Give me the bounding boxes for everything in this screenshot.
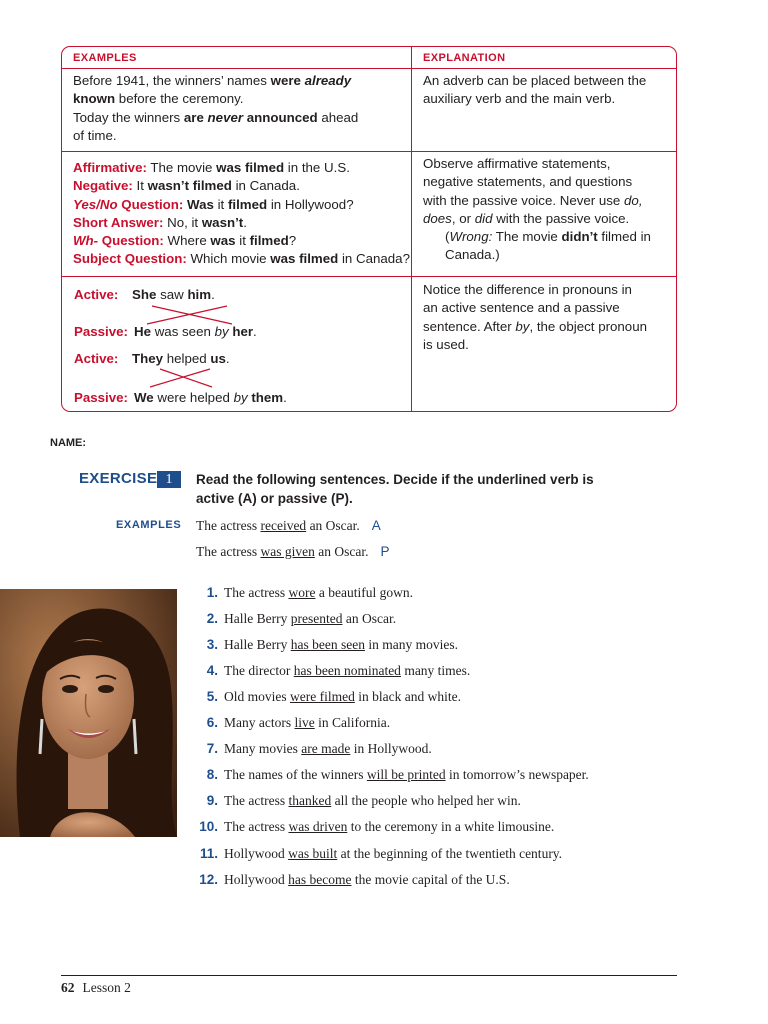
text: an active sentence and a passive	[423, 300, 620, 316]
name-label: NAME:	[50, 437, 87, 449]
active-sentence-2	[74, 351, 230, 366]
text: Before 1941, the winners’ names	[73, 73, 271, 88]
underlined-verb: was given	[260, 544, 315, 559]
text: at the beginning of the twentieth century.	[337, 846, 563, 861]
text: No, it	[163, 214, 202, 230]
text: sentence. After	[423, 318, 516, 334]
text: .	[283, 390, 287, 405]
text: a beautiful gown.	[315, 585, 413, 600]
text: all the people who helped her win.	[331, 793, 521, 808]
text: us	[210, 351, 226, 366]
item-number: 6.	[206, 715, 218, 730]
text: announced	[243, 109, 318, 125]
text: Wrong:	[449, 229, 493, 245]
underlined-verb: received	[260, 518, 307, 533]
text: wasn’t	[201, 214, 244, 230]
exercise-item	[190, 663, 470, 679]
text: were helped	[153, 390, 234, 405]
text: saw	[156, 287, 188, 302]
text: wasn’t filmed	[147, 178, 232, 194]
column-divider	[411, 47, 412, 411]
text: was seen	[151, 324, 215, 339]
footer-rule	[61, 975, 677, 976]
subject-question-label: Subject Question:	[73, 251, 187, 267]
text: by	[515, 318, 530, 334]
item-number: 1.	[206, 585, 218, 600]
text: .	[211, 287, 215, 302]
page-footer	[61, 980, 131, 996]
underlined-verb: presented	[290, 611, 343, 626]
underlined-verb: has been nominated	[293, 663, 401, 678]
text: (	[445, 229, 450, 245]
active-label: Active:	[74, 287, 119, 302]
underlined-verb: are made	[301, 741, 351, 756]
header-explanation: EXPLANATION	[423, 52, 506, 64]
text: negative statements, and questions	[423, 174, 633, 190]
text: helped	[163, 351, 211, 366]
exercise-title: EXERCISE	[79, 470, 158, 487]
text: Old movies	[224, 689, 290, 704]
exercise-item	[190, 846, 562, 862]
exercise-item	[190, 741, 432, 757]
active-label: Active:	[74, 351, 119, 366]
text: Read the following sentences. Decide if the underlined verb is	[196, 472, 594, 487]
text: Today the winners	[73, 109, 184, 125]
text: , or	[451, 210, 475, 226]
text: it	[213, 196, 228, 212]
exercise-item	[190, 611, 396, 627]
text: Was	[187, 196, 214, 212]
exercise-item	[190, 819, 554, 835]
row1-explanation	[423, 72, 646, 109]
item-number: 12.	[199, 872, 218, 887]
exercise-instruction	[196, 470, 666, 508]
text: in black and white.	[354, 689, 461, 704]
text: Canada.)	[445, 247, 500, 263]
passive-sentence-1	[74, 324, 257, 339]
text: do,	[624, 192, 643, 208]
text: The movie	[492, 229, 562, 245]
text: by	[233, 390, 248, 405]
exercise-number: 1	[157, 471, 181, 488]
active-sentence-1	[74, 287, 215, 302]
text: him	[187, 287, 212, 302]
text: The actress	[196, 544, 261, 559]
example-answer: P	[380, 544, 390, 559]
exercise-item	[190, 872, 510, 888]
actress-photo	[0, 589, 177, 837]
item-number: 10.	[199, 819, 218, 834]
text: ?	[288, 233, 297, 249]
exercise-item	[190, 767, 589, 783]
text: in Hollywood.	[350, 741, 432, 756]
underlined-verb: has become	[288, 872, 352, 887]
text: are	[183, 109, 208, 125]
underlined-verb: live	[294, 715, 315, 730]
text: We	[134, 390, 154, 405]
text: with the passive voice. Never use	[423, 192, 625, 208]
wh-label: Wh-	[73, 233, 99, 249]
underlined-verb: was driven	[288, 819, 348, 834]
text: an Oscar.	[314, 544, 369, 559]
examples-label: EXAMPLES	[116, 519, 182, 531]
arrow-line	[147, 306, 227, 324]
text: Question:	[117, 196, 184, 212]
text: by	[214, 324, 229, 339]
text: filmed	[249, 233, 289, 249]
text: filmed in	[597, 229, 651, 245]
underlined-verb: will be printed	[366, 767, 446, 782]
item-number: 7.	[206, 741, 218, 756]
arrow-line	[152, 306, 232, 324]
text: .	[243, 214, 247, 230]
item-number: 9.	[206, 793, 218, 808]
text: The names of the winners	[224, 767, 367, 782]
underlined-verb: were filmed	[290, 689, 355, 704]
underlined-verb: wore	[288, 585, 316, 600]
text: her	[232, 324, 254, 339]
lesson-label: Lesson 2	[82, 980, 131, 995]
header-examples: EXAMPLES	[73, 52, 137, 64]
item-number: 4.	[206, 663, 218, 678]
text: in Canada?	[338, 251, 410, 267]
text: an Oscar.	[342, 611, 397, 626]
page-number: 62	[61, 980, 75, 995]
text: many times.	[400, 663, 471, 678]
row2-explanation	[423, 155, 651, 265]
text: were	[270, 73, 305, 88]
example-answer: A	[371, 518, 381, 533]
text: It	[132, 178, 148, 194]
passive-label: Passive:	[74, 324, 128, 339]
text: the movie capital of the U.S.	[351, 872, 510, 887]
portrait-image	[0, 589, 177, 837]
text: Halle Berry	[224, 637, 291, 652]
text: Observe affirmative statements,	[423, 156, 611, 171]
text: Halle Berry	[224, 611, 291, 626]
text: The movie	[146, 160, 217, 175]
text: is used.	[423, 336, 469, 352]
text: filmed	[227, 196, 268, 212]
negative-label: Negative:	[73, 178, 133, 194]
item-number: 8.	[206, 767, 218, 782]
text: .	[225, 351, 230, 366]
text: in Canada.	[231, 178, 300, 194]
text: The actress	[224, 793, 289, 808]
exercise-item	[190, 585, 413, 601]
text: does	[423, 210, 452, 226]
text: They	[132, 351, 164, 366]
text: Hollywood	[224, 872, 289, 887]
text: Where	[163, 233, 211, 249]
example-sentence	[196, 518, 381, 534]
underlined-verb: thanked	[288, 793, 332, 808]
item-number: 5.	[206, 689, 218, 704]
text: .	[253, 324, 257, 339]
passive-sentence-2	[74, 390, 287, 405]
exercise-item	[190, 689, 461, 705]
arrow-line	[160, 369, 212, 387]
text: in California.	[314, 715, 391, 730]
text: ahead	[317, 109, 359, 125]
text: Many movies	[224, 741, 302, 756]
row3-explanation	[423, 281, 647, 354]
exercise-item	[190, 793, 521, 809]
text: The actress	[224, 585, 289, 600]
grammar-table	[61, 46, 677, 412]
affirmative-label: Affirmative:	[73, 160, 147, 175]
text: Which movie	[186, 251, 271, 267]
passive-label: Passive:	[74, 390, 128, 405]
item-number: 2.	[206, 611, 218, 626]
yes-no-label: Yes/No	[73, 196, 118, 212]
text: Hollywood	[224, 846, 289, 861]
text: Notice the difference in pronouns in	[423, 282, 632, 297]
short-answer-label: Short Answer:	[73, 214, 164, 230]
underlined-verb: was built	[288, 846, 338, 861]
text: did	[474, 210, 493, 226]
text: was	[210, 233, 236, 249]
text: in the U.S.	[284, 160, 350, 175]
exercise-item	[190, 637, 458, 653]
item-number: 3.	[206, 637, 218, 652]
text: active (A) or passive (P).	[196, 491, 353, 506]
text: Question:	[98, 233, 164, 249]
text: known	[73, 91, 116, 107]
text: before the ceremony.	[115, 91, 244, 107]
text: , the object pronoun	[529, 318, 647, 334]
text: with the passive voice.	[492, 210, 630, 226]
text: didn’t	[561, 229, 598, 245]
text: was filmed	[270, 251, 339, 267]
text: Many actors	[224, 715, 295, 730]
text: An adverb can be placed between the	[423, 73, 647, 88]
text: was filmed	[216, 160, 285, 175]
text: in Hollywood?	[267, 196, 354, 212]
text: The director	[224, 663, 294, 678]
text: in tomorrow’s newspaper.	[445, 767, 589, 782]
text: them	[251, 390, 284, 405]
text: The actress	[196, 518, 261, 533]
underlined-verb: has been seen	[290, 637, 365, 652]
text: in many movies.	[364, 637, 458, 652]
text: already	[304, 73, 352, 88]
arrow-line	[150, 369, 210, 387]
text: She	[132, 287, 157, 302]
text: never	[207, 109, 244, 125]
item-number: 11.	[199, 846, 218, 861]
example-sentence	[196, 544, 389, 560]
text: of time.	[73, 127, 117, 143]
text: to the ceremony in a white limousine.	[347, 819, 555, 834]
text: auxiliary verb and the main verb.	[423, 91, 616, 107]
text: it	[235, 233, 250, 249]
text: The actress	[224, 819, 289, 834]
text: He	[134, 324, 151, 339]
text: an Oscar.	[306, 518, 360, 533]
exercise-item	[190, 715, 390, 731]
